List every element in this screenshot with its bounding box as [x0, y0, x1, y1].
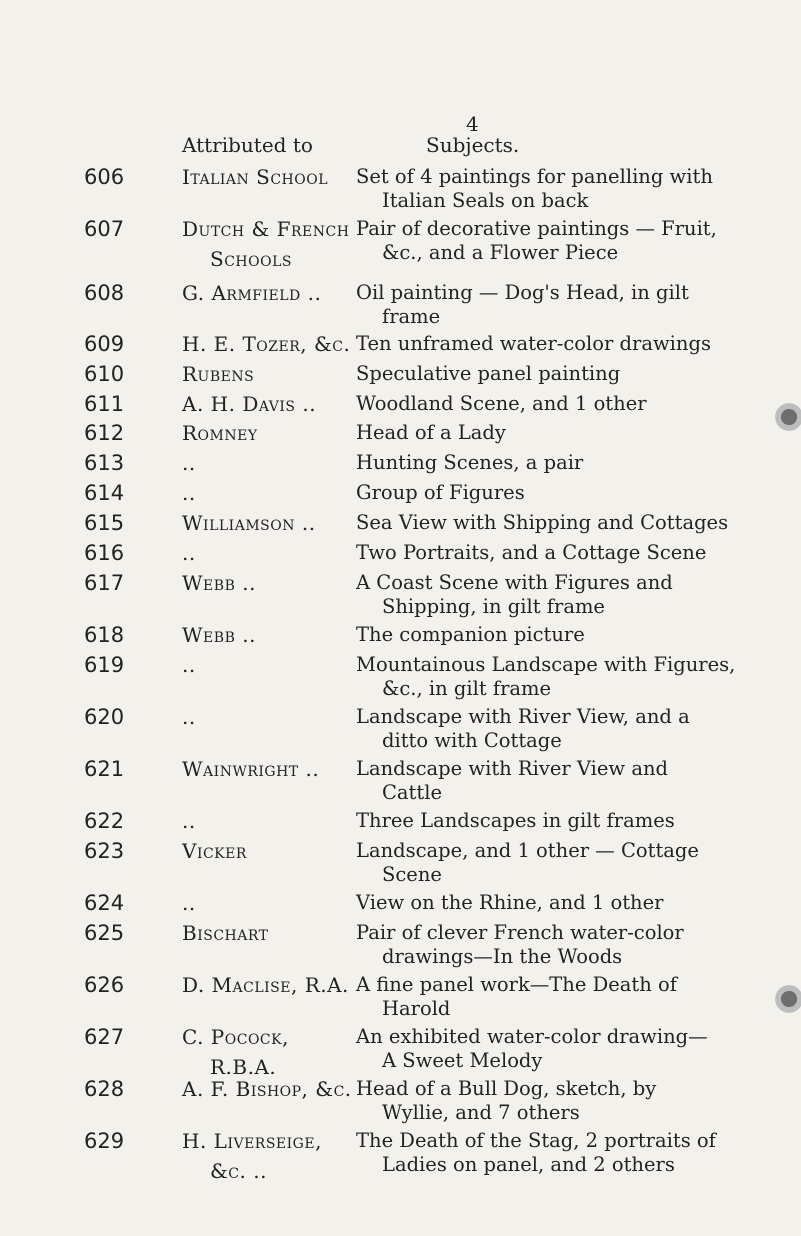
- lot-number: 624: [84, 891, 125, 915]
- artist-name: ..: [182, 541, 196, 565]
- artist-name-cont: R.B.A.: [210, 1055, 277, 1079]
- subject-text: Head of a Bull Dog, sketch, by: [356, 1077, 657, 1100]
- artist-name: G. Armfield ..: [182, 281, 322, 305]
- artist-name: ..: [182, 653, 196, 677]
- artist-name: ..: [182, 451, 196, 475]
- subject-text-cont: Ladies on panel, and 2 others: [382, 1153, 675, 1176]
- artist-cell: [182, 1074, 354, 1104]
- subject-text: Pair of decorative paintings — Fruit,: [356, 217, 717, 240]
- lot-number: 623: [84, 839, 125, 863]
- artist-cell: [182, 918, 354, 948]
- artist-name-cont: Schools: [210, 247, 292, 271]
- lot-number: 610: [84, 362, 125, 386]
- lot-number: 617: [84, 571, 125, 595]
- subject-text-cont: Scene: [382, 863, 442, 886]
- stain-mark: [774, 982, 801, 1016]
- artist-cell: [182, 538, 354, 568]
- artist-name: Romney: [182, 421, 258, 445]
- artist-cell: [182, 1126, 354, 1186]
- subject-cell: [356, 970, 736, 1021]
- artist-cell: [182, 650, 354, 680]
- subject-text-cont: Italian Seals on back: [382, 189, 589, 212]
- subject-text: A fine panel work—The Death of: [356, 973, 677, 996]
- artist-name: Rubens: [182, 362, 255, 386]
- artist-cell: [182, 702, 354, 732]
- subject-text: Set of 4 paintings for panelling with: [356, 165, 713, 188]
- artist-name: ..: [182, 481, 196, 505]
- subject-text: Pair of clever French water-color: [356, 921, 684, 944]
- lot-number: 619: [84, 653, 125, 677]
- stain-mark: [774, 400, 801, 434]
- lot-number: 606: [84, 165, 125, 189]
- artist-name: Webb ..: [182, 623, 256, 647]
- subject-text-cont: &c., and a Flower Piece: [382, 241, 619, 264]
- lot-number: 608: [84, 281, 125, 305]
- subject-text: A Coast Scene with Figures and: [356, 571, 673, 594]
- artist-name: ..: [182, 891, 196, 915]
- subject-text: Oil painting — Dog's Head, in gilt: [356, 281, 689, 304]
- subject-text: Landscape with River View and: [356, 757, 668, 780]
- lot-number: 620: [84, 705, 125, 729]
- lot-number: 609: [84, 332, 125, 356]
- subject-cell: [356, 918, 736, 969]
- artist-name: ..: [182, 705, 196, 729]
- lot-number: 615: [84, 511, 125, 535]
- artist-cell: [182, 568, 354, 598]
- artist-name: C. Pocock,: [182, 1025, 289, 1049]
- header-subjects: Subjects.: [426, 133, 520, 157]
- subject-text: Landscape, and 1 other — Cottage: [356, 839, 699, 862]
- subject-cell: [356, 1022, 736, 1073]
- artist-cell: [182, 359, 354, 389]
- lot-number: 628: [84, 1077, 125, 1101]
- artist-name: Wainwright ..: [182, 757, 320, 781]
- subject-cell: [356, 418, 736, 445]
- subject-text-cont: ditto with Cottage: [382, 729, 562, 752]
- artist-name: H. E. Tozer, &c.: [182, 332, 351, 356]
- lot-number: 616: [84, 541, 125, 565]
- subject-text: View on the Rhine, and 1 other: [356, 891, 664, 914]
- subject-cell: [356, 836, 736, 887]
- lot-number: 626: [84, 973, 125, 997]
- subject-cell: [356, 888, 736, 915]
- subject-cell: [356, 538, 736, 565]
- artist-cell: [182, 754, 354, 784]
- lot-number: 607: [84, 217, 125, 241]
- subject-text-cont: Harold: [382, 997, 451, 1020]
- subject-text-cont: Shipping, in gilt frame: [382, 595, 605, 618]
- lot-number: 629: [84, 1129, 125, 1153]
- artist-name: A. H. Davis ..: [182, 392, 317, 416]
- artist-cell: [182, 620, 354, 650]
- subject-text: Two Portraits, and a Cottage Scene: [356, 541, 707, 564]
- subject-cell: [356, 329, 736, 356]
- artist-cell: [182, 970, 354, 1000]
- artist-name: Williamson ..: [182, 511, 316, 535]
- subject-text: Woodland Scene, and 1 other: [356, 392, 647, 415]
- subject-cell: [356, 359, 736, 386]
- lot-number: 621: [84, 757, 125, 781]
- subject-text-cont: Wyllie, and 7 others: [382, 1101, 580, 1124]
- artist-cell: [182, 278, 354, 308]
- lot-number: 622: [84, 809, 125, 833]
- subject-cell: [356, 162, 736, 213]
- artist-cell: [182, 1022, 354, 1082]
- subject-cell: [356, 389, 736, 416]
- artist-name: H. Liverseige,: [182, 1129, 322, 1153]
- subject-cell: [356, 568, 736, 619]
- subject-text: Speculative panel painting: [356, 362, 621, 385]
- artist-cell: [182, 478, 354, 508]
- lot-number: 613: [84, 451, 125, 475]
- subject-cell: [356, 278, 736, 329]
- subject-text: Group of Figures: [356, 481, 525, 504]
- subject-text: Hunting Scenes, a pair: [356, 451, 584, 474]
- subject-text: The Death of the Stag, 2 portraits of: [356, 1129, 716, 1152]
- subject-cell: [356, 620, 736, 647]
- subject-text: Mountainous Landscape with Figures,: [356, 653, 736, 676]
- subject-cell: [356, 478, 736, 505]
- subject-cell: [356, 1074, 736, 1125]
- artist-cell: [182, 214, 354, 274]
- lot-number: 611: [84, 392, 125, 416]
- artist-cell: [182, 448, 354, 478]
- artist-name: D. Maclise, R.A.: [182, 973, 349, 997]
- subject-text: Head of a Lady: [356, 421, 506, 444]
- artist-name: A. F. Bishop, &c.: [182, 1077, 352, 1101]
- subject-text: The companion picture: [356, 623, 585, 646]
- artist-cell: [182, 806, 354, 836]
- artist-cell: [182, 888, 354, 918]
- subject-text-cont: frame: [382, 305, 441, 328]
- lot-number: 625: [84, 921, 125, 945]
- artist-name: Vicker: [182, 839, 247, 863]
- subject-cell: [356, 806, 736, 833]
- artist-cell: [182, 329, 354, 359]
- artist-name: Dutch & French: [182, 217, 350, 241]
- header-attributed: Attributed to: [182, 133, 313, 157]
- artist-cell: [182, 508, 354, 538]
- subject-text: An exhibited water-color drawing—: [356, 1025, 708, 1048]
- subject-cell: [356, 214, 736, 265]
- subject-text-cont: Cattle: [382, 781, 442, 804]
- artist-name: Bischart: [182, 921, 269, 945]
- subject-text: Three Landscapes in gilt frames: [356, 809, 675, 832]
- lot-number: 614: [84, 481, 125, 505]
- subject-text: Ten unframed water-color drawings: [356, 332, 711, 355]
- subject-cell: [356, 1126, 736, 1177]
- artist-name: Italian School: [182, 165, 329, 189]
- artist-cell: [182, 418, 354, 448]
- subject-cell: [356, 754, 736, 805]
- subject-cell: [356, 508, 736, 535]
- artist-name: Webb ..: [182, 571, 256, 595]
- subject-cell: [356, 650, 736, 701]
- subject-text-cont: &c., in gilt frame: [382, 677, 552, 700]
- lot-number: 618: [84, 623, 125, 647]
- page-number: 4: [466, 112, 479, 136]
- artist-cell: [182, 836, 354, 866]
- lot-number: 627: [84, 1025, 125, 1049]
- artist-cell: [182, 162, 354, 192]
- artist-name: ..: [182, 809, 196, 833]
- subject-text: Sea View with Shipping and Cottages: [356, 511, 729, 534]
- subject-text-cont: A Sweet Melody: [382, 1049, 543, 1072]
- artist-name-cont: &c. ..: [210, 1159, 267, 1183]
- subject-text-cont: drawings—In the Woods: [382, 945, 623, 968]
- artist-cell: [182, 389, 354, 419]
- subject-cell: [356, 448, 736, 475]
- lot-number: 612: [84, 421, 125, 445]
- subject-cell: [356, 702, 736, 753]
- subject-text: Landscape with River View, and a: [356, 705, 690, 728]
